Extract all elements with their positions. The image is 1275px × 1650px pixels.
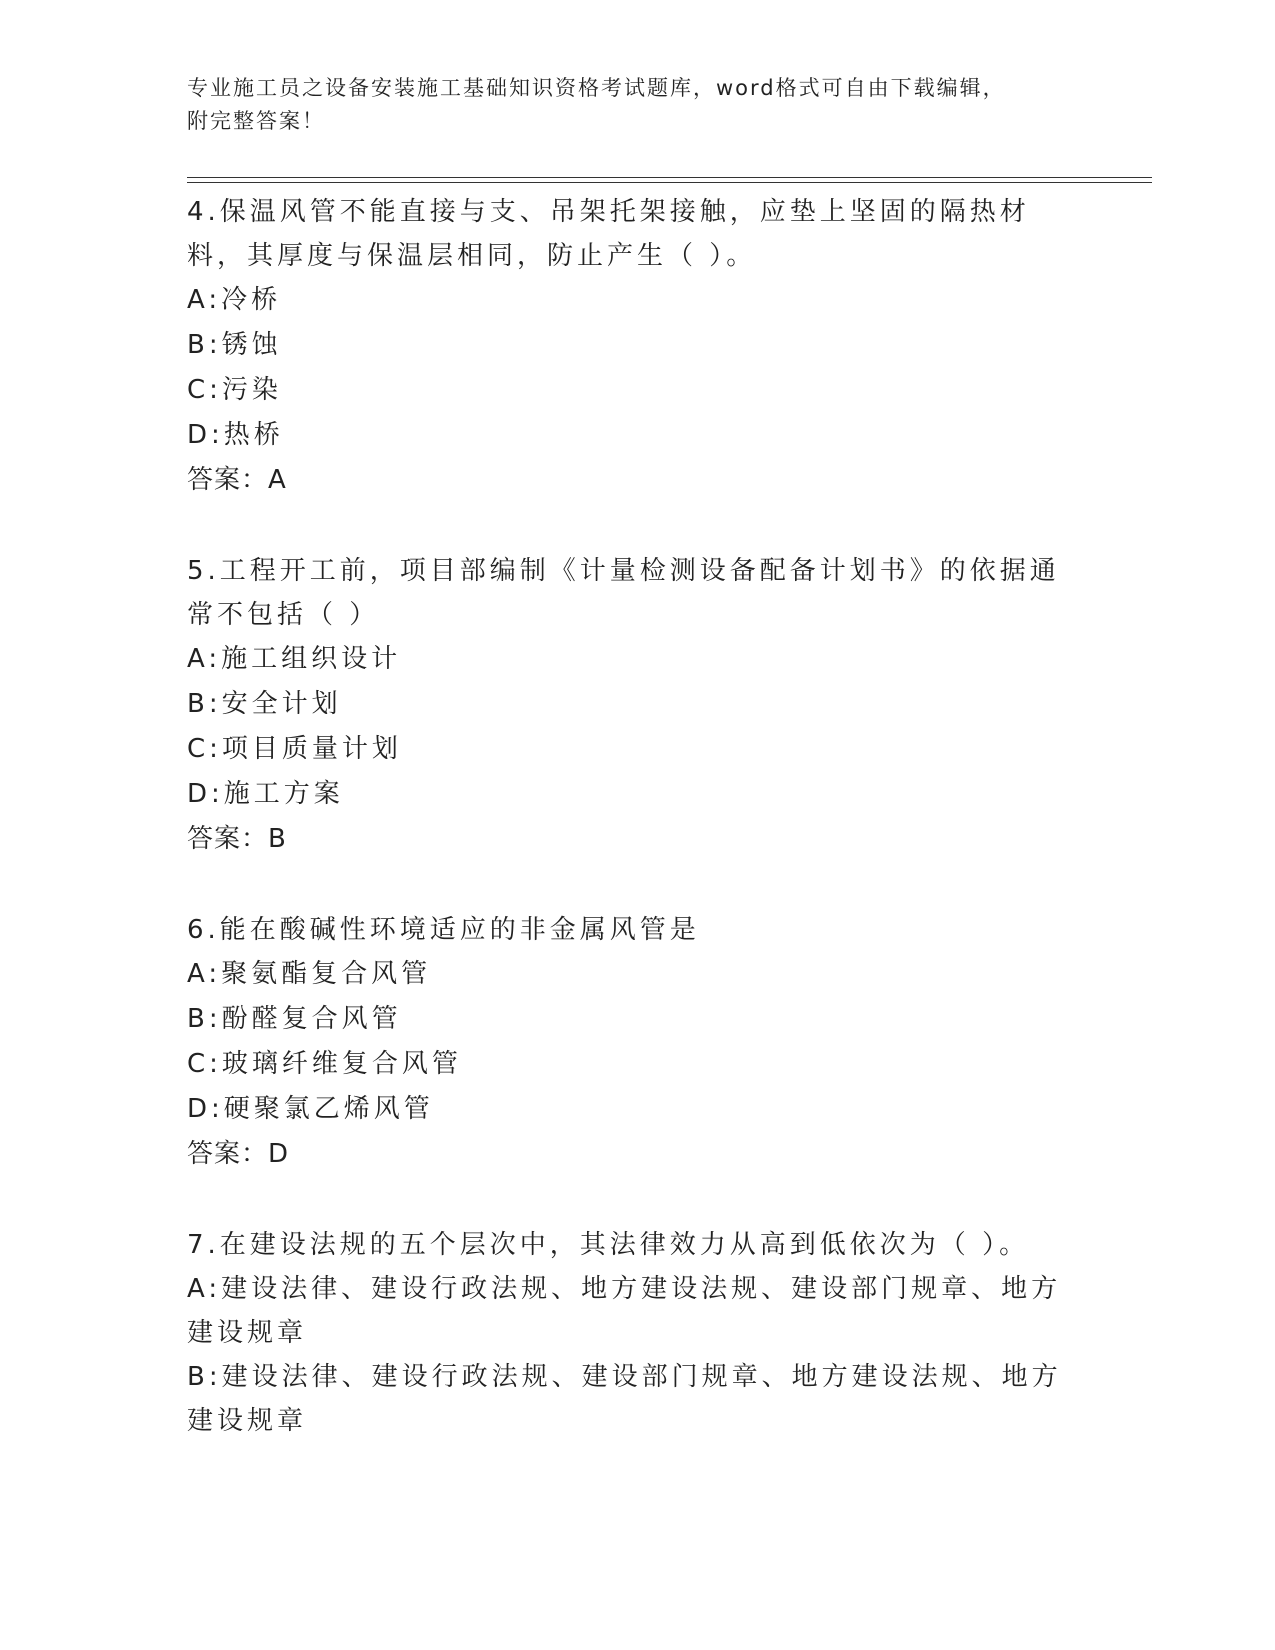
question-stem: 6.能在酸碱性环境适应的非金属风管是 — [187, 915, 700, 945]
answer: 答案：D — [187, 1139, 290, 1169]
option-b: B:酚醛复合风管 — [187, 1004, 402, 1034]
option-b: B:建设法律、建设行政法规、建设部门规章、地方建设法规、地方建设规章 — [187, 1362, 1062, 1436]
question-stem: 7.在建设法规的五个层次中，其法律效力从高到低依次为（ ）。 — [187, 1230, 1030, 1260]
option-d: D:热桥 — [187, 420, 284, 450]
answer: 答案：A — [187, 465, 287, 495]
option-a: A:施工组织设计 — [187, 644, 402, 674]
question-stem: 5.工程开工前，项目部编制《计量检测设备配备计划书》的依据通常不包括（ ） — [187, 556, 1060, 630]
option-a: A:冷桥 — [187, 285, 282, 315]
spacer — [187, 862, 1087, 908]
spacer — [187, 503, 1087, 549]
option-a: A:聚氨酯复合风管 — [187, 959, 432, 989]
question-4 — [187, 190, 1087, 503]
header-line-1: 专业施工员之设备安装施工基础知识资格考试题库，word格式可自由下载编辑， — [187, 76, 1006, 100]
question-stem: 4.保温风管不能直接与支、吊架托架接触，应垫上坚固的隔热材料，其厚度与保温层相同，防止产生（ ）。 — [187, 197, 1030, 271]
question-list — [187, 190, 1087, 1443]
question-5 — [187, 549, 1087, 862]
spacer — [187, 1177, 1087, 1223]
option-c: C:玻璃纤维复合风管 — [187, 1049, 462, 1079]
option-d: D:硬聚氯乙烯风管 — [187, 1094, 434, 1124]
header-line-2: 附完整答案！ — [187, 109, 325, 133]
question-6 — [187, 908, 1087, 1177]
option-d: D:施工方案 — [187, 779, 344, 809]
answer: 答案：B — [187, 824, 287, 854]
option-b: B:锈蚀 — [187, 330, 282, 360]
option-b: B:安全计划 — [187, 689, 342, 719]
document-header — [187, 72, 1087, 138]
option-a: A:建设法律、建设行政法规、地方建设法规、建设部门规章、地方建设规章 — [187, 1274, 1062, 1348]
header-divider-top — [187, 177, 1152, 178]
option-c: C:污染 — [187, 375, 282, 405]
header-divider-bottom — [187, 182, 1152, 183]
option-c: C:项目质量计划 — [187, 734, 402, 764]
question-7 — [187, 1223, 1087, 1443]
